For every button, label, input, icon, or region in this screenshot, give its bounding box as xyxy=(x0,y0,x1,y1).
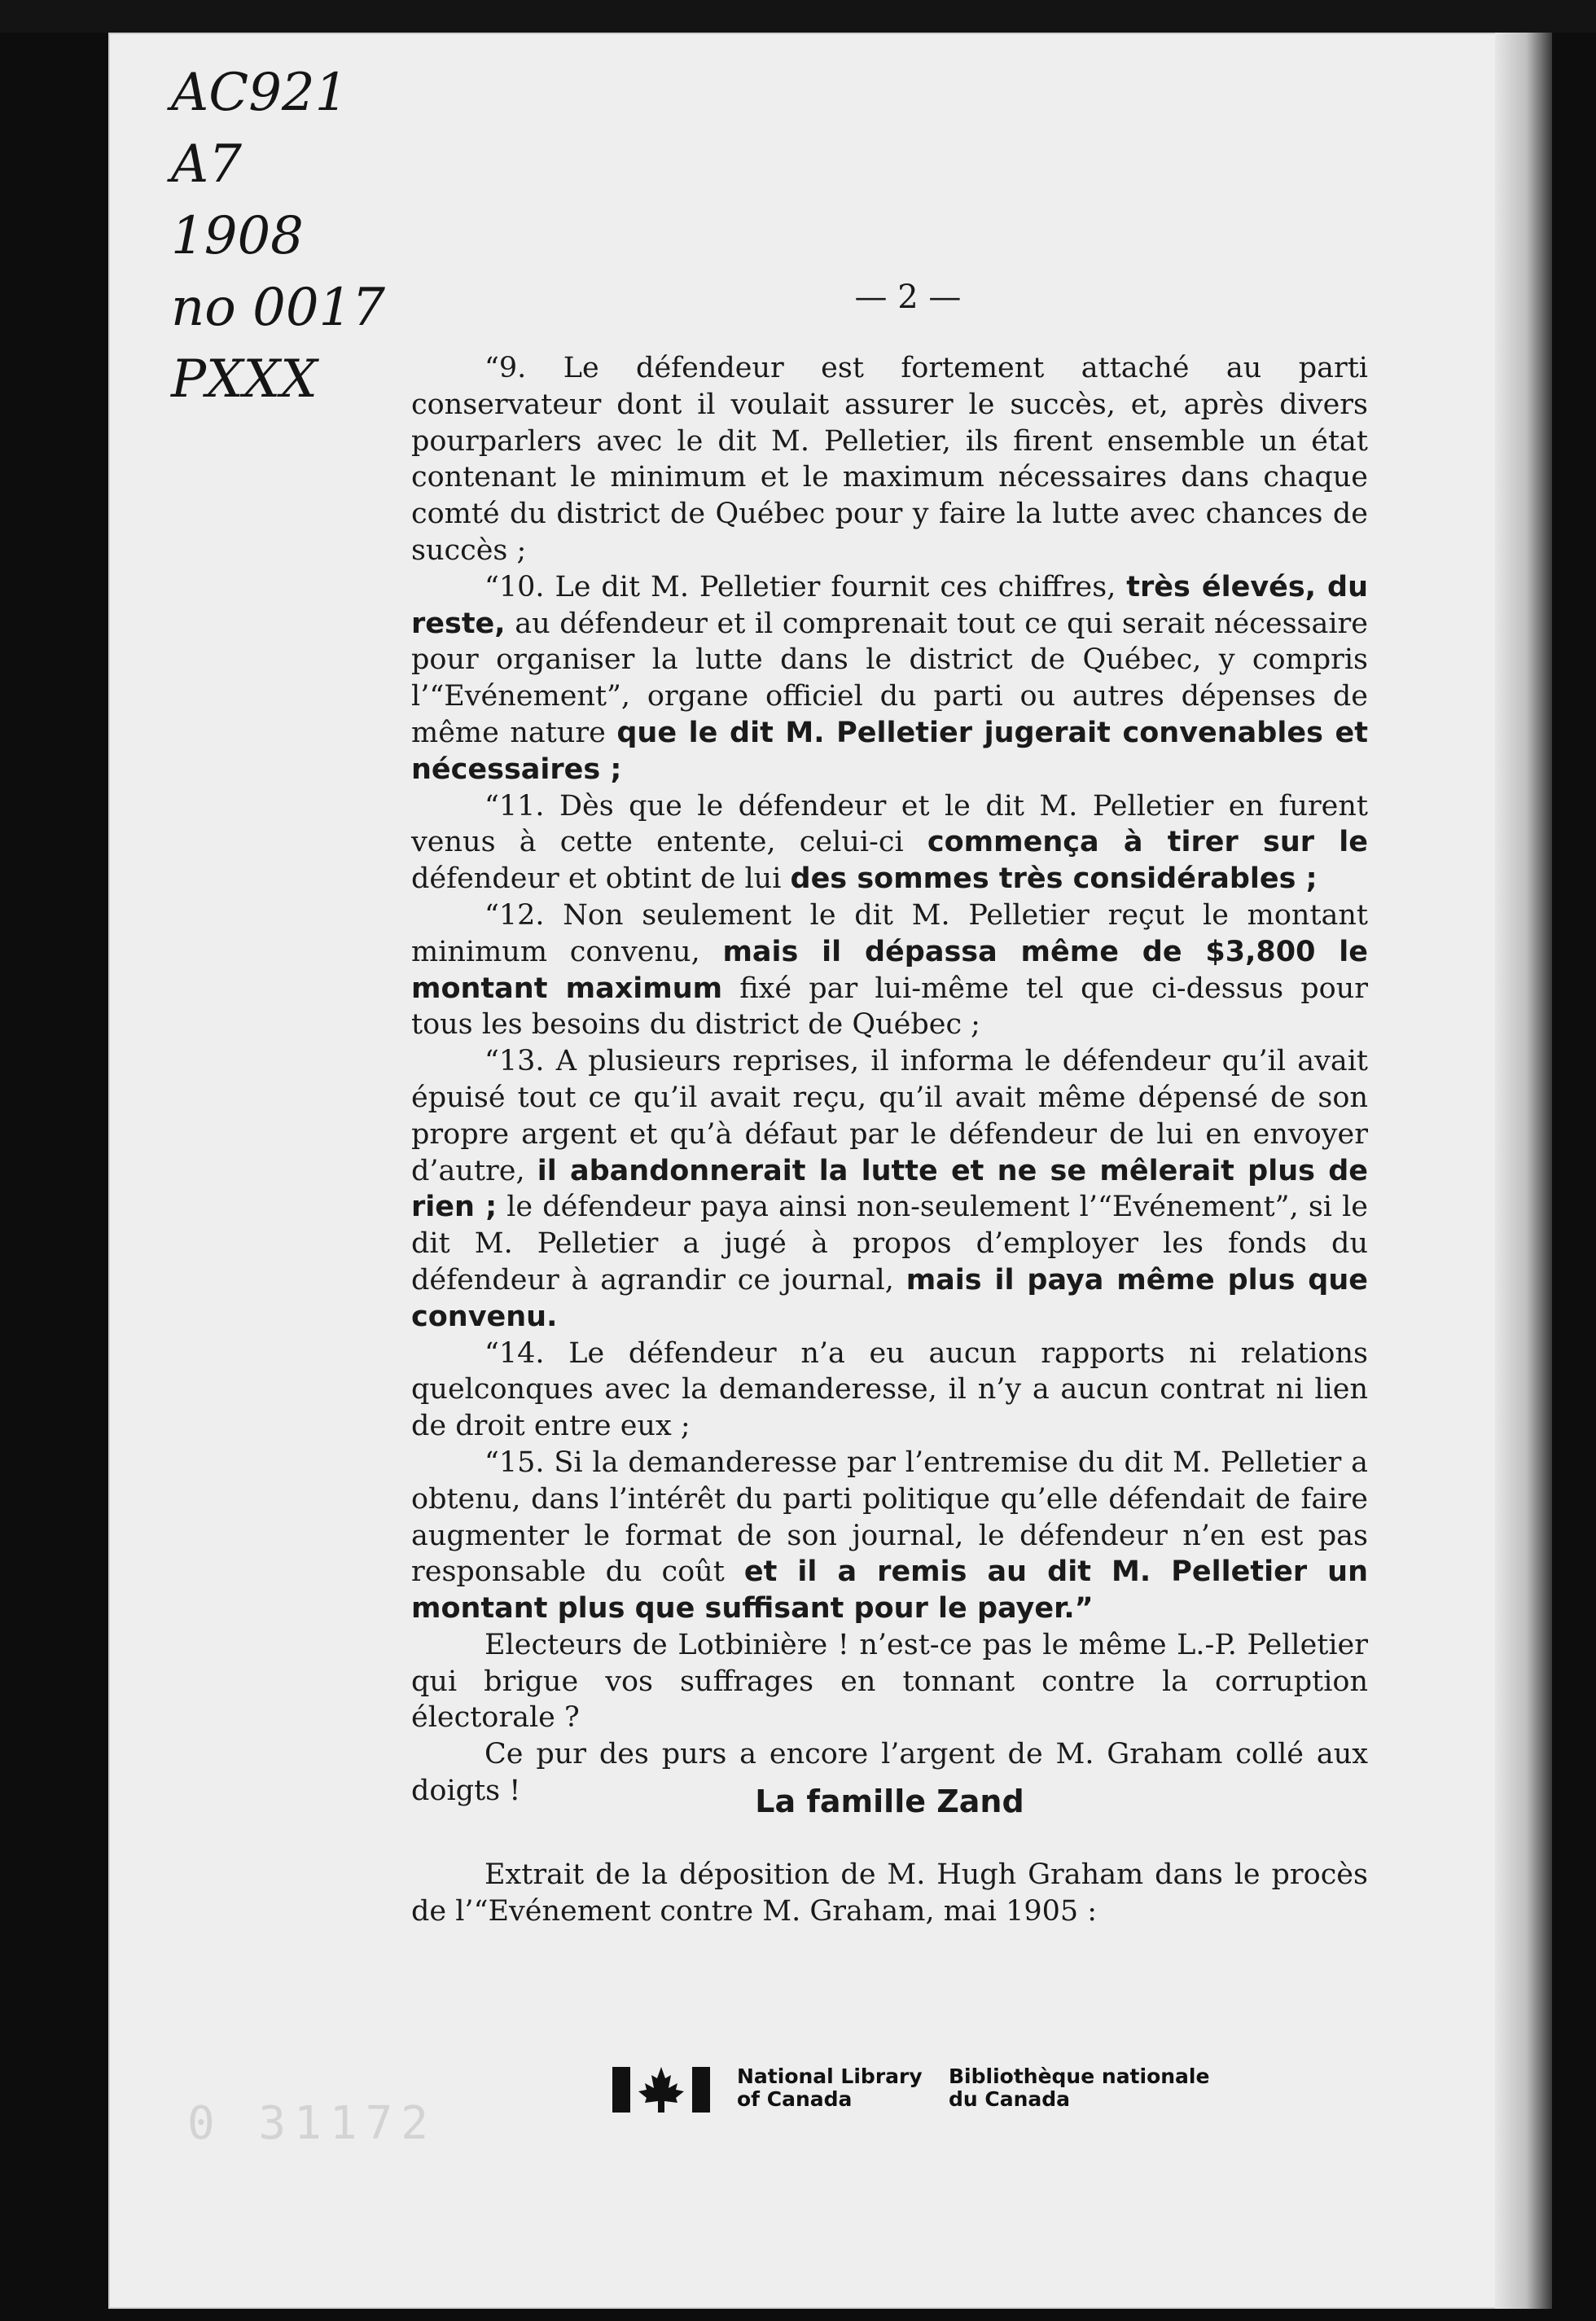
catalog-line: AC921 xyxy=(171,63,349,123)
bold-text-segment: mais il dépassa même de $3,800 le montant maximum xyxy=(411,935,1368,1005)
catalog-line: PXXX xyxy=(171,349,318,410)
text-segment: défendeur et obtint de lui xyxy=(411,862,791,896)
bold-text-segment: mais il paya même plus que convenu. xyxy=(411,1263,1368,1333)
paragraph-p10 xyxy=(411,569,1368,788)
text-segment: le défendeur paya ainsi non-seulement l’“Evénement”, si le dit M. Pelletier a jugé à propos d’employer les fonds du défendeur à agrandir ce journal, xyxy=(411,1191,1368,1297)
paragraph-p9 xyxy=(411,350,1368,569)
paragraph-p11 xyxy=(411,788,1368,897)
canada-flag-logo-icon xyxy=(612,2062,710,2117)
text-segment: “10. Le dit M. Pelletier fournit ces chiffres, xyxy=(484,570,1127,603)
paragraph-p14 xyxy=(411,1336,1368,1445)
paragraph-p15 xyxy=(411,1445,1368,1627)
body-text xyxy=(411,350,1368,1810)
footer-french-line: Bibliothèque nationale xyxy=(949,2064,1210,2088)
extract-paragraph xyxy=(411,1857,1368,1930)
section-heading: La famille Zand xyxy=(755,1784,1024,1819)
text-segment: Electeurs de Lotbinière ! n’est-ce pas le même L.-P. Pelletier qui brigue vos suffrages en tonnant contre la corruption électorale ? xyxy=(411,1628,1368,1735)
scan-frame-top xyxy=(0,0,1596,33)
text-segment: “13. A plusieurs reprises, il informa le défendeur qu’il avait épuisé tout ce qu’il avait reçu, qu’il avait même dépensé de son propre argent et qu’à défaut par le défendeur de lui en envoyer d’autre, xyxy=(411,1045,1368,1187)
footer-french-line: du Canada xyxy=(949,2087,1071,2111)
catalog-line: 1908 xyxy=(171,206,304,266)
footer-english-line: of Canada xyxy=(737,2087,853,2111)
bold-text-segment: très élevés, du reste, xyxy=(411,570,1368,640)
footer-english-label xyxy=(737,2065,923,2111)
paragraph-p16 xyxy=(411,1627,1368,1736)
text-segment: Ce pur des purs a encore l’argent de M. Graham collé aux doigts ! xyxy=(411,1738,1368,1808)
text-segment: au défendeur et il comprenait tout ce qui serait nécessaire pour organiser la lutte dans le district de Québec, y compris l’“Evénement”, organe officiel du parti ou autres dépenses de même nature xyxy=(411,607,1368,749)
paragraph-p12 xyxy=(411,897,1368,1043)
page-edge-shadow xyxy=(1495,33,1552,2309)
text-segment: “14. Le défendeur n’a eu aucun rapports ni relations quelconques avec la demanderesse, il n’y a aucun contrat ni lien de droit entre eux ; xyxy=(411,1336,1368,1443)
handwritten-catalog-number xyxy=(171,57,385,415)
footer-french-label xyxy=(949,2065,1209,2111)
bold-text-segment: des sommes très considérables ; xyxy=(790,862,1318,896)
paragraph-p13 xyxy=(411,1043,1368,1335)
text-segment: état contenant le minimum et le maximum nécessaires dans chaque comté du district de Québec pour y faire la lutte avec chances de succès ; xyxy=(411,424,1368,567)
text-segment: fixé par lui-même tel que ci-dessus pour tous les besoins du district de Québec ; xyxy=(411,972,1369,1042)
bold-text-segment: commença à tirer sur le xyxy=(927,826,1368,859)
text-segment: “15. Si la demanderesse par l’entremise du dit M. Pelletier a obtenu, dans l’intérêt du parti politique qu’elle défendait de faire augmenter le format de son journal, le défendeur n’en est pas responsable du coût xyxy=(411,1446,1368,1589)
extract-text: Extrait de la déposition de M. Hugh Graham dans le procès de l’“Evénement contre M. Graham, mai 1905 : xyxy=(411,1858,1368,1928)
bold-text-segment: il abandonnerait la lutte et ne se mêlerait plus de rien ; xyxy=(411,1154,1368,1224)
catalog-line: A7 xyxy=(171,134,242,195)
text-segment: “9. Le défendeur est fortement attaché au parti conservateur dont il voulait assurer le succès, et, après divers pourparlers avec le dit M. Pelletier, ils firent ensemble un xyxy=(411,352,1368,458)
faint-microfilm-stamp: 0 31172 xyxy=(187,2097,437,2150)
catalog-line: no 0017 xyxy=(171,278,385,338)
bold-text-segment: que le dit M. Pelletier jugerait convenables et nécessaires ; xyxy=(411,716,1368,786)
text-segment: “11. Dès que le défendeur et le dit M. Pelletier en furent venus à cette entente, celui-ci xyxy=(411,789,1368,859)
page-number: — 2 — xyxy=(854,279,962,316)
footer-english-line: National Library xyxy=(737,2064,923,2088)
text-segment: “12. Non seulement le dit M. Pelletier reçut le montant minimum convenu, xyxy=(411,898,1368,968)
bold-text-segment: et il a remis au dit M. Pelletier un montant plus que suffisant pour le payer.” xyxy=(411,1555,1369,1626)
